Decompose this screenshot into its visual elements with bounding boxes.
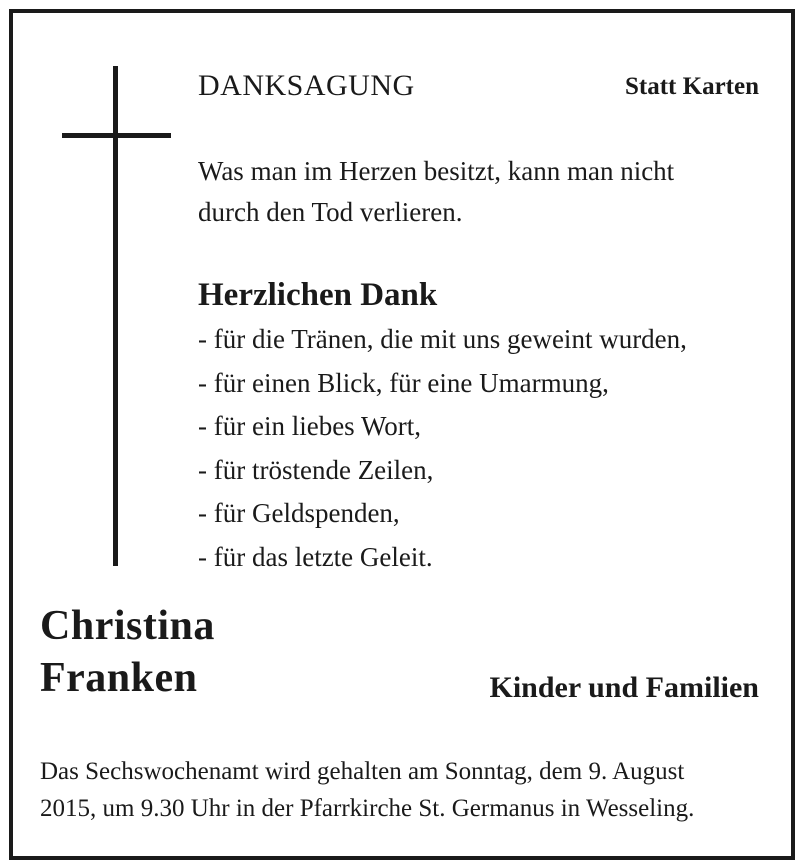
deceased-last-name: Franken bbox=[40, 655, 198, 701]
thanks-item: - für tröstende Zeilen, bbox=[198, 454, 434, 485]
quote bbox=[198, 151, 768, 233]
thanks-item: - für das letzte Geleit. bbox=[198, 541, 433, 572]
thanks-item: - für Geldspenden, bbox=[198, 498, 400, 528]
quote-line: durch den Tod verlieren. bbox=[198, 197, 463, 227]
deceased-first-name: Christina bbox=[40, 603, 215, 649]
thanks-item: - für einen Blick, für eine Umarmung, bbox=[198, 367, 609, 398]
cross-icon bbox=[113, 66, 118, 566]
heading-danksagung: DANKSAGUNG bbox=[198, 69, 415, 102]
cross-icon-bar bbox=[62, 133, 171, 138]
service-notice-line: Das Sechswochenamt wird gehalten am Sonntag, dem 9. August bbox=[40, 758, 685, 785]
thanks-item: - für die Tränen, die mit uns geweint wurden, bbox=[198, 324, 687, 354]
statt-karten-note: Statt Karten bbox=[625, 73, 759, 100]
thanks-title: Herzlichen Dank bbox=[198, 277, 438, 313]
quote-line: Was man im Herzen besitzt, kann man nicht bbox=[198, 156, 675, 186]
service-notice-line: 2015, um 9.30 Uhr in der Pfarrkirche St. Germanus in Wesseling. bbox=[40, 795, 695, 822]
thanks-list bbox=[198, 318, 687, 579]
service-notice bbox=[40, 753, 770, 827]
thanks-item: - für ein liebes Wort, bbox=[198, 411, 422, 441]
deceased-name bbox=[40, 600, 215, 704]
signature-family: Kinder und Familien bbox=[489, 671, 759, 704]
